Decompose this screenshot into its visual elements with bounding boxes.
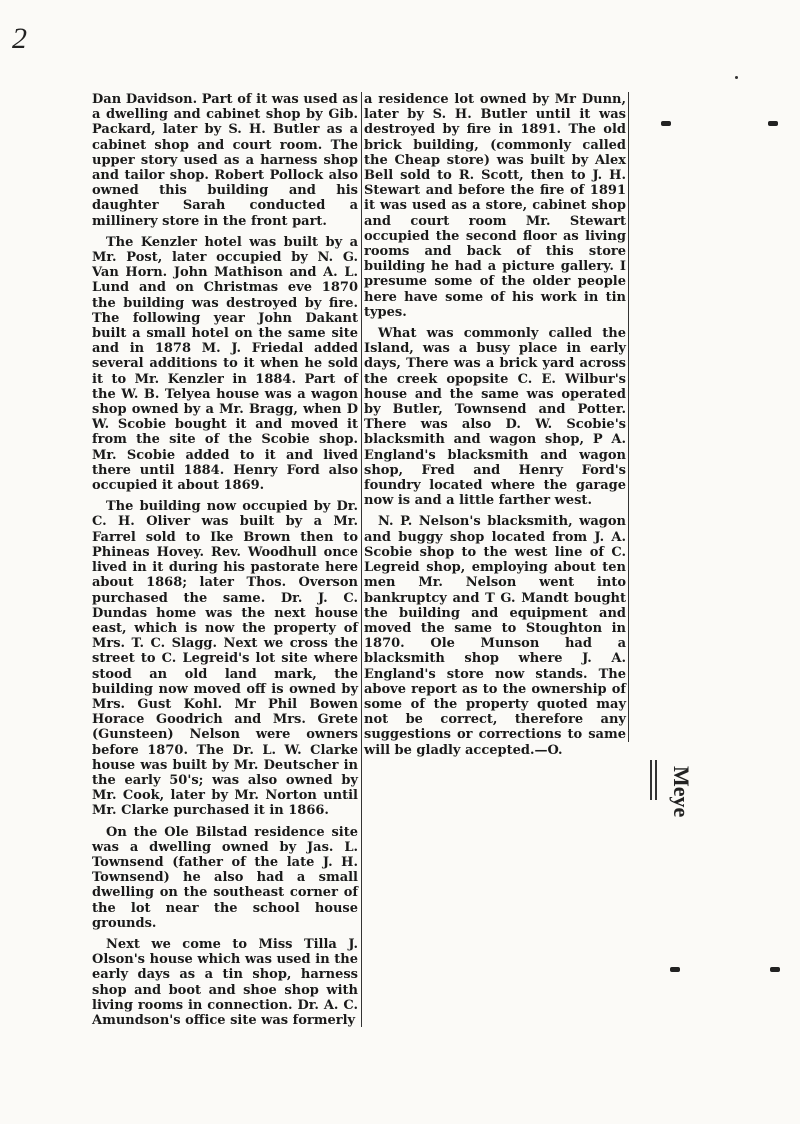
margin-mark [768, 121, 778, 126]
paragraph: The Kenzler hotel was built by a Mr. Post, later occupied by N. G. Van Horn. John Mathison and A. L. Lund and on Christmas eve 1870 the building was destroyed by fire. The following year John Dakant built a small hotel on the same site and in 1878 M. J. Friedal added several additions to it when he sold it to Mr. Kenzler in 1884. Part of the W. B. Telyea house was a wagon shop owned by a Mr. Bragg, when D W. Scobie bought it and moved it from the site of the Scobie shop. Mr. Scobie added to it and lived there until 1884. Henry Ford also occupied it about 1869. [92, 234, 358, 494]
paragraph: Dan Davidson. Part of it was used as a dwelling and cabinet shop by Gib. Packard, later by S. H. Butler as a cabinet shop and court room. The upper story used as a harness shop and tailor shop. Robert Pollock also owned this building and his daughter Sarah conducted a millinery store in the front part. [92, 92, 358, 229]
paragraph: What was commonly called the Island, was a busy place in early days, There was a brick yard across the creek opopsite C. E. Wilbur's house and the same was operated by Butler, Townsend and Potter. There was also D. W. Scobie's blacksmith and wagon shop, P A. England's blacksmith and wagon shop, Fred and Henry Ford's foundry located where the garage now is and a little farther west. [364, 326, 626, 509]
paragraph: a residence lot owned by Mr Dunn, later by S. H. Butler until it was destroyed by fire in 1891. The old brick building, (commonly called the Cheap store) was built by Alex Bell sold to R. Scott, then to J. H. Stewart and before the fire of 1891 it was used as a store, cabinet shop and court room Mr. Stewart occupied the second floor as living rooms and back of this store building he had a picture gallery. I presume some of the older people here have some of his work in tin types. [364, 92, 626, 320]
side-rule [655, 760, 657, 800]
side-rule [650, 760, 652, 800]
paragraph: On the Ole Bilstad residence site was a dwelling owned by Jas. L. Townsend (father of the late J. H. Townsend) he also had a small dwelling on the southeast corner of the lot near the school house grounds. [92, 824, 358, 931]
page-number: 2 [12, 22, 27, 55]
margin-mark [661, 121, 671, 126]
left-column [92, 92, 358, 1028]
margin-mark [670, 967, 680, 972]
side-word: Meye [669, 766, 694, 818]
margin-mark [770, 967, 780, 972]
speck [735, 76, 738, 79]
paragraph: N. P. Nelson's blacksmith, wagon and buggy shop located from J. A. Scobie shop to the west line of C. Legreid shop, employing about ten men Mr. Nelson went into bankruptcy and T G. Mandt bought the building and equipment and moved the same to Stoughton in 1870. Ole Munson had a blacksmith shop where J. A. England's store now stands. The above report as to the ownership of some of the property quoted may not be correct, therefore any suggestions or corrections to same will be gladly accepted.—O. [364, 514, 626, 758]
column-edge-rule [628, 92, 629, 742]
column-divider [361, 92, 362, 1027]
paragraph: The building now occupied by Dr. C. H. Oliver was built by a Mr. Farrel sold to Ike Brown then to Phineas Hovey. Rev. Woodhull once lived in it during his pastorate here about 1868; later Thos. Overson purchased the same. Dr. J. C. Dundas home was the next house east, which is now the property of Mrs. T. C. Slagg. Next we cross the street to C. Legreid's lot site where stood an old land mark, the building now moved off is owned by Mrs. Gust Kohl. Mr Phil Bowen Horace Goodrich and Mrs. Grete (Gunsteen) Nelson were owners before 1870. The Dr. L. W. Clarke house was built by Mr. Deutscher in the early 50's; was also owned by Mr. Cook, later by Mr. Norton until Mr. Clarke purchased it in 1866. [92, 499, 358, 819]
paragraph: Next we come to Miss Tilla J. Olson's house which was used in the early days as a tin shop, harness shop and boot and shoe shop with living rooms in connection. Dr. A. C. Amundson's office site was formerly [92, 936, 358, 1028]
right-column [364, 92, 626, 758]
